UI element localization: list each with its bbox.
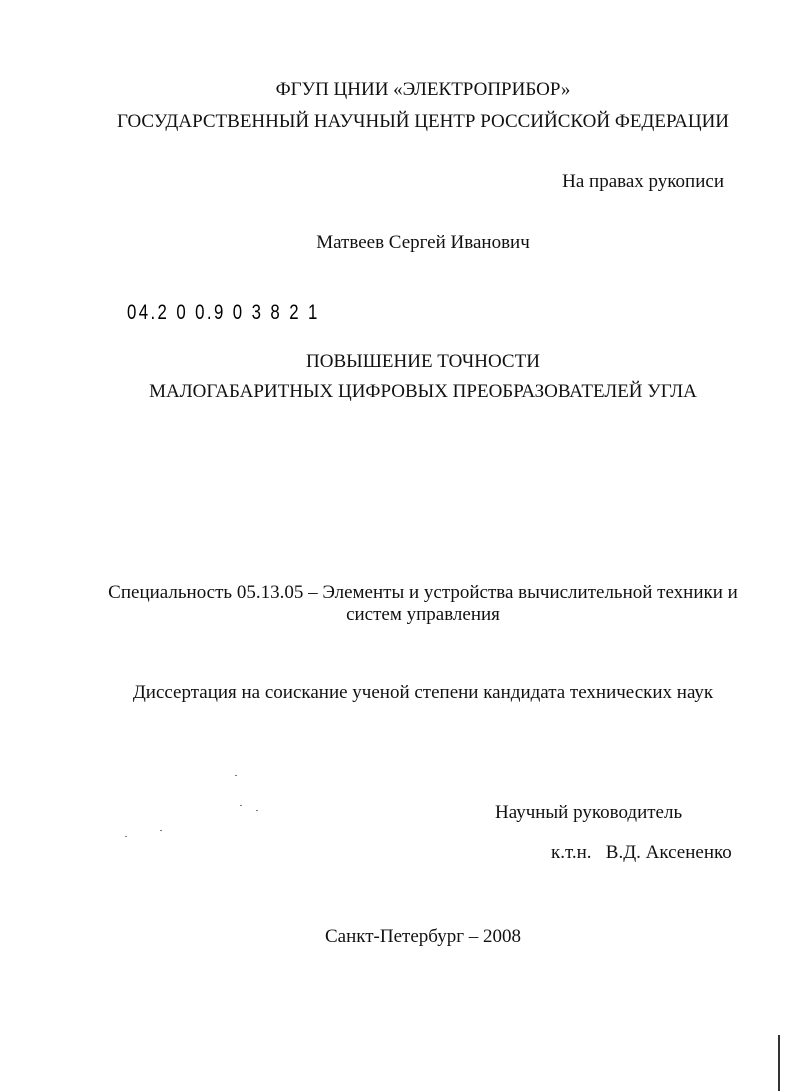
scan-speck (160, 830, 162, 831)
library-stamp-number: 04.2 0 0.9 0 3 8 2 1 (127, 301, 320, 324)
specialty-line-1: Специальность 05.13.05 – Элементы и устройства вычислительной техники и (108, 582, 738, 603)
supervisor-label: Научный руководитель (495, 802, 683, 823)
scan-speck (256, 810, 258, 811)
author-name: Матвеев Сергей Иванович (316, 232, 530, 253)
degree-statement: Диссертация на соискание ученой степени кандидата технических наук (132, 682, 714, 703)
title-line-1: ПОВЫШЕНИЕ ТОЧНОСТИ (306, 351, 540, 372)
supervisor-name: к.т.н. В.Д. Аксененко (551, 842, 732, 863)
scan-speck (125, 836, 127, 837)
scan-edge-line (778, 1035, 780, 1091)
title-line-2: МАЛОГАБАРИТНЫХ ЦИФРОВЫХ ПРЕОБРАЗОВАТЕЛЕЙ УГЛА (149, 381, 697, 402)
scan-speck (240, 805, 242, 806)
organization-name: ФГУП ЦНИИ «ЭЛЕКТРОПРИБОР» (275, 79, 571, 100)
specialty-line-2: систем управления (346, 604, 500, 625)
city-year: Санкт-Петербург – 2008 (324, 926, 521, 947)
research-center-name: ГОСУДАРСТВЕННЫЙ НАУЧНЫЙ ЦЕНТР РОССИЙСКОЙ ФЕДЕРАЦИИ (116, 111, 730, 132)
scan-speck (235, 775, 237, 776)
rights-note: На правах рукописи (562, 171, 724, 192)
